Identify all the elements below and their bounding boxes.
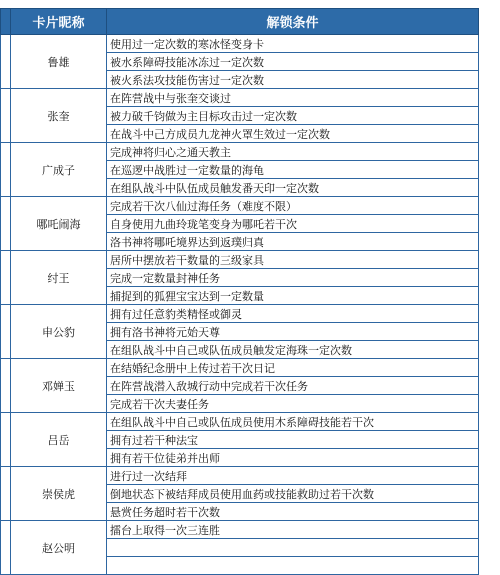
unlock-condition-cell: 居所中摆放若干数量的三级家具 xyxy=(107,251,479,269)
unlock-condition-cell: 在巡逻中战胜过一定数量的海龟 xyxy=(107,161,479,179)
unlock-condition-cell: 悬赏任务超时若干次数 xyxy=(107,503,479,521)
unlock-condition-cell: 拥有洛书神将元始天尊 xyxy=(107,323,479,341)
unlock-condition-cell: 完成一定数量封神任务 xyxy=(107,269,479,287)
table-row xyxy=(1,251,479,269)
row-edge-cell xyxy=(1,35,11,89)
unlock-condition-cell: 拥有过若干种法宝 xyxy=(107,431,479,449)
unlock-condition-cell: 在阵营战中与张奎交谈过 xyxy=(107,89,479,107)
unlock-condition-cell: 在组队战斗中自己或队伍成员触发定海珠一定次数 xyxy=(107,341,479,359)
row-edge-cell xyxy=(1,143,11,197)
unlock-condition-cell: 进行过一次结拜 xyxy=(107,467,479,485)
card-nickname-cell: 申公豹 xyxy=(11,305,107,359)
card-nickname-cell: 赵公明 xyxy=(11,521,107,575)
card-nickname-cell: 广成子 xyxy=(11,143,107,197)
row-edge-cell xyxy=(1,89,11,143)
table-row xyxy=(1,413,479,431)
card-nickname-cell: 崇侯虎 xyxy=(11,467,107,521)
table-row xyxy=(1,521,479,539)
header-unlock-condition: 解锁条件 xyxy=(107,9,479,35)
header-edge-cell xyxy=(1,9,11,35)
card-nickname-cell: 吕岳 xyxy=(11,413,107,467)
row-edge-cell xyxy=(1,251,11,305)
table-row xyxy=(1,359,479,377)
table-row xyxy=(1,143,479,161)
unlock-condition-cell: 被水系障碍技能冰冻过一定次数 xyxy=(107,53,479,71)
unlock-condition-cell: 使用过一定次数的寒冰怪变身卡 xyxy=(107,35,479,53)
unlock-condition-cell: 被火系法攻技能伤害过一定次数 xyxy=(107,71,479,89)
card-nickname-cell: 邓婵玉 xyxy=(11,359,107,413)
unlock-condition-cell: 完成神将归心之通天教主 xyxy=(107,143,479,161)
header-card-nickname: 卡片昵称 xyxy=(11,9,107,35)
unlock-condition-cell: 捕捉到的狐狸宝宝达到一定数量 xyxy=(107,287,479,305)
unlock-condition-cell: 完成若干次八仙过海任务（难度不限） xyxy=(107,197,479,215)
table-row xyxy=(1,35,479,53)
unlock-condition-cell: 在战斗中己方成员九龙神火罩生效过一定次数 xyxy=(107,125,479,143)
row-edge-cell xyxy=(1,305,11,359)
unlock-condition-cell: 在组队战斗中队伍成员触发番天印一定次数 xyxy=(107,179,479,197)
unlock-condition-cell: 完成若干次夫妻任务 xyxy=(107,395,479,413)
card-nickname-cell: 哪吒闹海 xyxy=(11,197,107,251)
unlock-condition-cell: 洛书神将哪吒境界达到返璞归真 xyxy=(107,233,479,251)
card-nickname-cell: 鲁雄 xyxy=(11,35,107,89)
row-edge-cell xyxy=(1,359,11,413)
table-row xyxy=(1,197,479,215)
unlock-condition-cell: 在组队战斗中自己或队伍成员使用木系障碍技能若干次 xyxy=(107,413,479,431)
unlock-condition-cell: 在结婚纪念册中上传过若干次日记 xyxy=(107,359,479,377)
unlock-condition-cell: 倒地状态下被结拜成员使用血药或技能救助过若干次数 xyxy=(107,485,479,503)
row-edge-cell xyxy=(1,467,11,521)
card-nickname-cell: 纣王 xyxy=(11,251,107,305)
unlock-condition-cell xyxy=(107,557,479,575)
unlock-condition-cell: 擂台上取得一次三连胜 xyxy=(107,521,479,539)
row-edge-cell xyxy=(1,413,11,467)
row-edge-cell xyxy=(1,197,11,251)
unlock-condition-cell: 在阵营战潜入敌城行动中完成若干次任务 xyxy=(107,377,479,395)
table-row xyxy=(1,305,479,323)
unlock-conditions-table xyxy=(0,8,479,575)
unlock-condition-cell: 拥有过任意豹类精怪或御灵 xyxy=(107,305,479,323)
unlock-condition-cell xyxy=(107,539,479,557)
unlock-condition-cell: 被力破千钧做为主目标攻击过一定次数 xyxy=(107,107,479,125)
unlock-condition-cell: 拥有若干位徒弟并出师 xyxy=(107,449,479,467)
unlock-condition-cell: 自身使用九曲玲珑笔变身为哪吒若干次 xyxy=(107,215,479,233)
table-header-row xyxy=(1,9,479,35)
row-edge-cell xyxy=(1,521,11,575)
table-body xyxy=(1,35,479,575)
table-row xyxy=(1,89,479,107)
card-nickname-cell: 张奎 xyxy=(11,89,107,143)
table-row xyxy=(1,467,479,485)
